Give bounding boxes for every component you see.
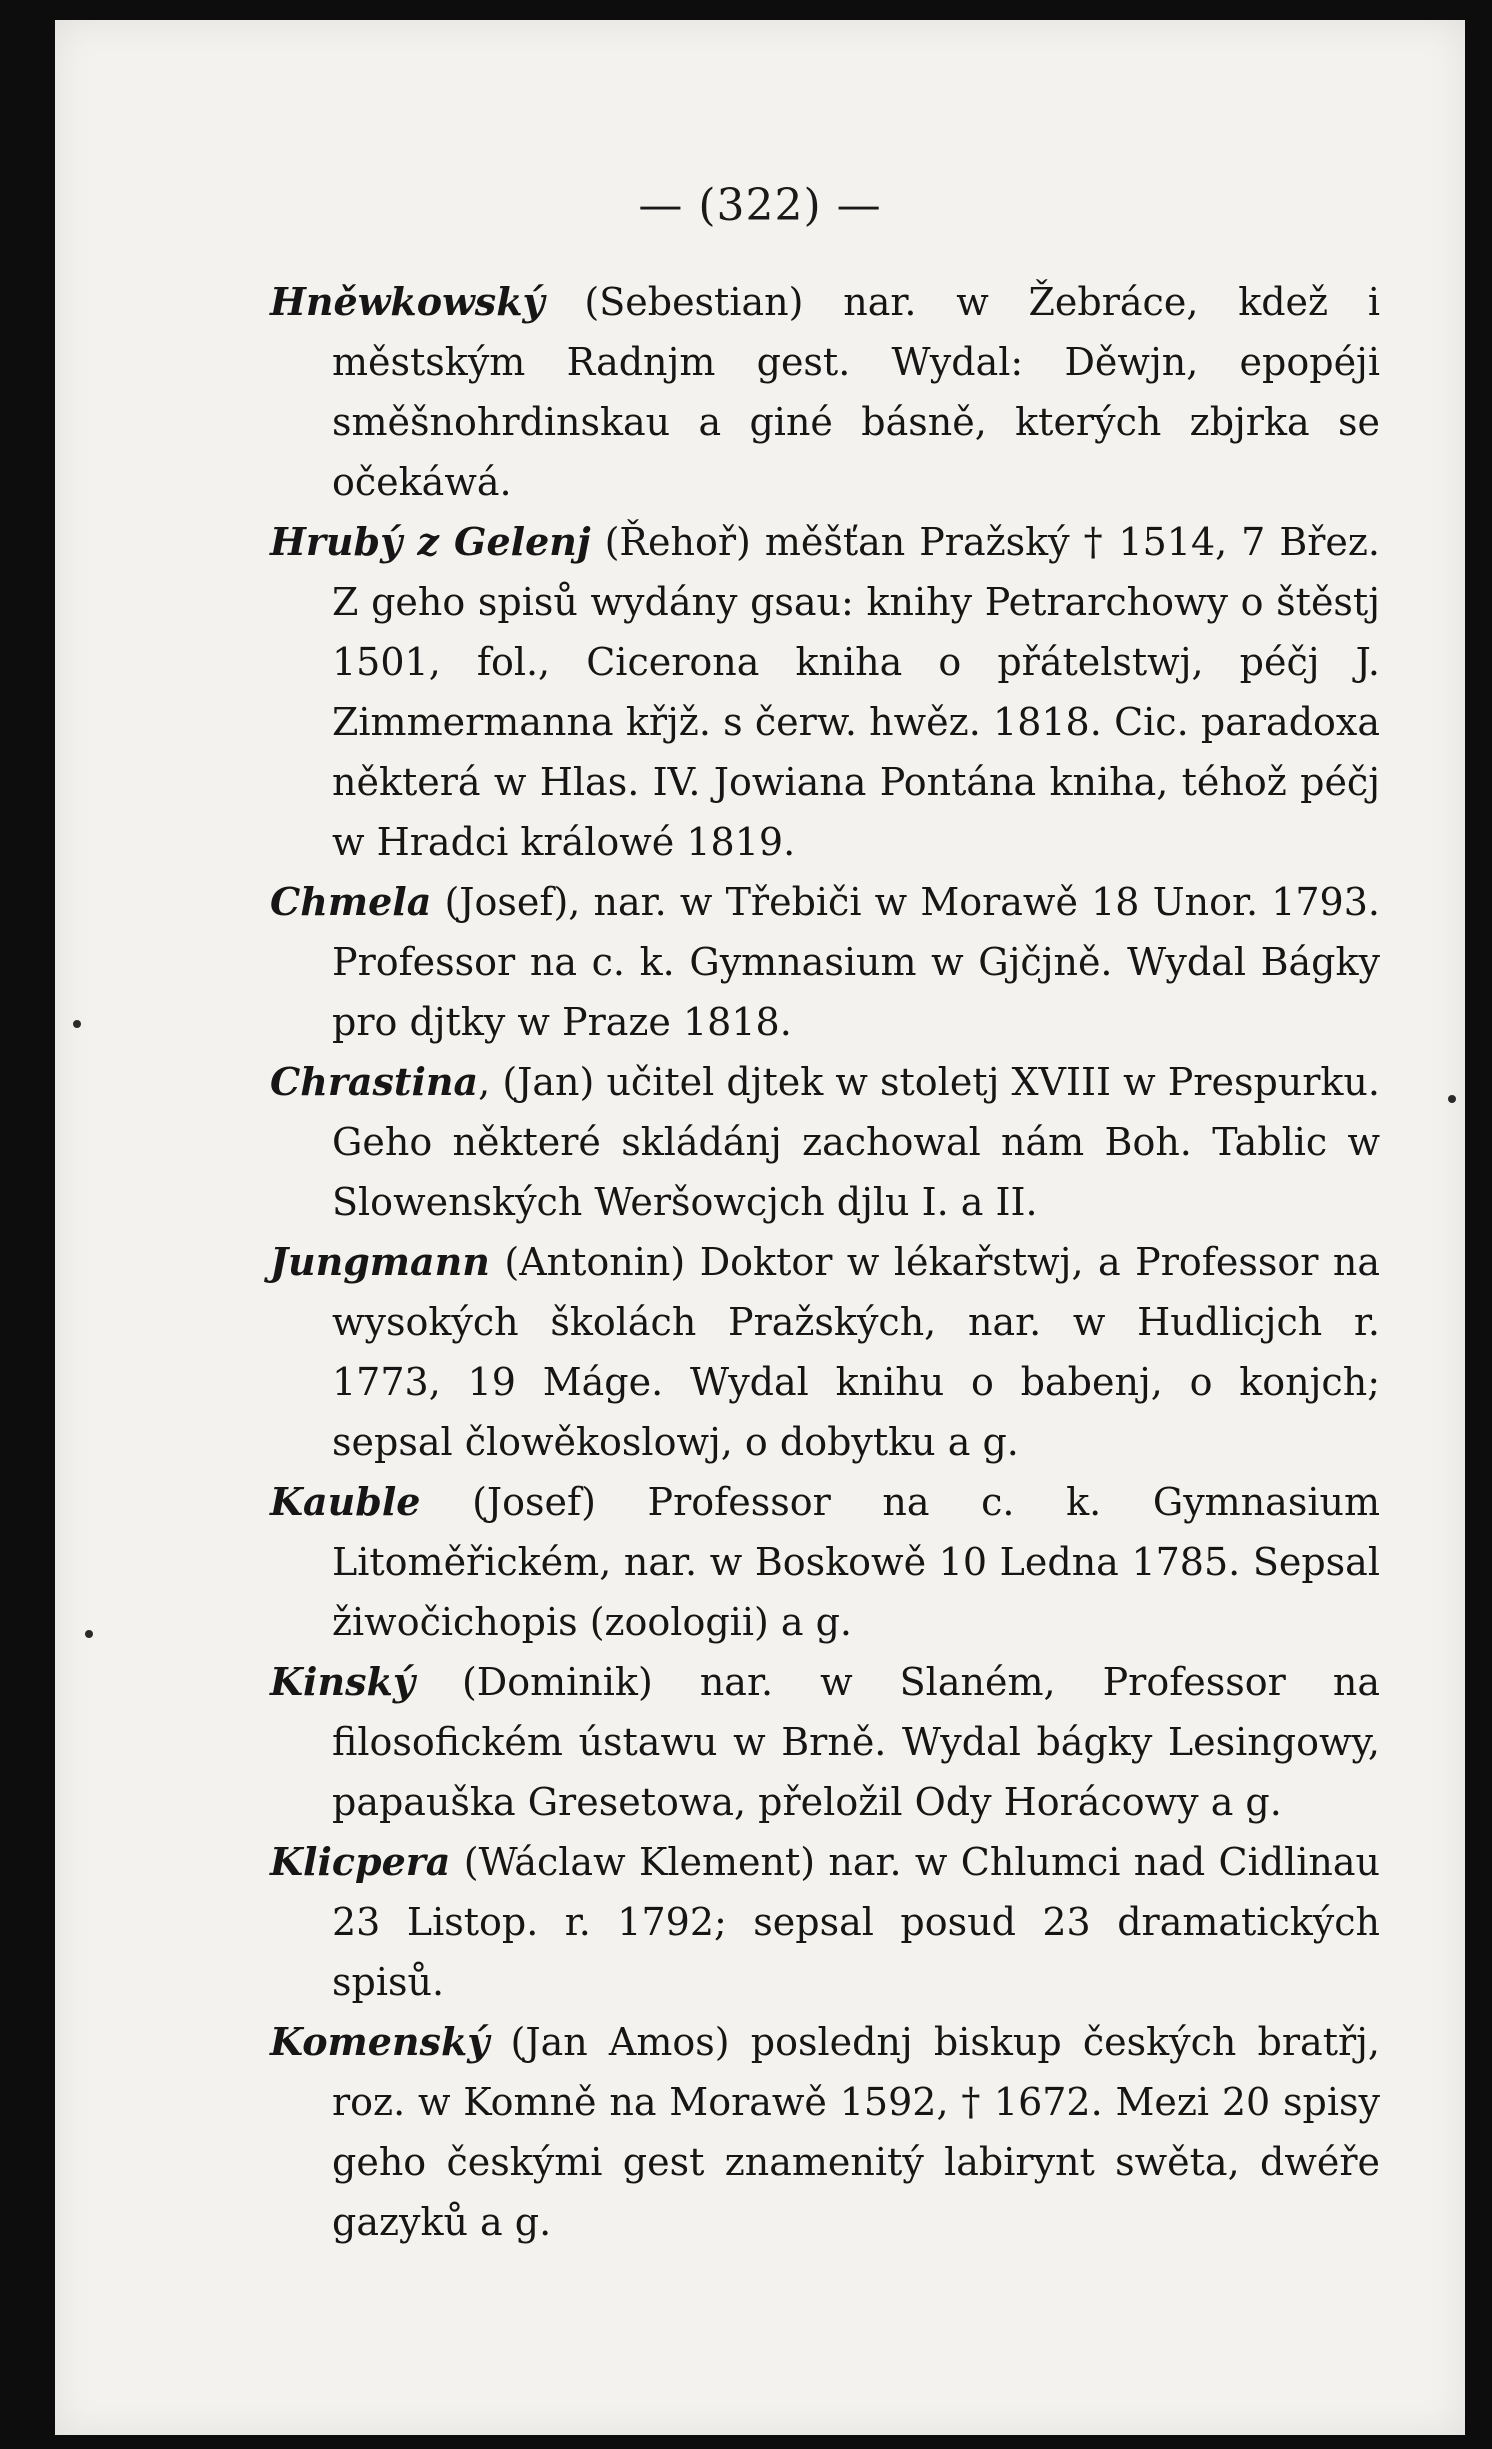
entry-kauble — [270, 1472, 1380, 1652]
entry-text: (Josef) Professor na c. k. Gymnasium Litoměřickém, nar. w Boskowě 10 Ledna 1785. Sepsal žiwočichopis (zoologii) a g. — [332, 1480, 1380, 1644]
entry-text: (Jan Amos) poslednj biskup českých bratřj, roz. w Komně na Morawě 1592, † 1672. Mezi 20 spisy geho českými gest znamenitý labirynt swěta, dwéře gazyků a g. — [332, 2020, 1380, 2244]
entry-chmela — [270, 872, 1380, 1052]
entry-hnewkowsky — [270, 272, 1380, 512]
book-page — [55, 20, 1465, 2435]
entry-headword: Hrubý z Gelenj — [270, 519, 591, 564]
entry-headword: Komenský — [270, 2019, 490, 2064]
entry-headword: Kauble — [270, 1479, 421, 1524]
entry-text: (Wáclaw Klement) nar. w Chlumci nad Cidlinau 23 Listop. r. 1792; sepsal posud 23 dramatických spisů. — [332, 1840, 1380, 2004]
entry-chrastina — [270, 1052, 1380, 1232]
entry-headword: Chmela — [270, 879, 432, 924]
entry-headword: Hněwkowský — [270, 279, 545, 324]
ink-speck — [73, 1020, 81, 1028]
entry-jungmann — [270, 1232, 1380, 1472]
entry-kinsky — [270, 1652, 1380, 1832]
ink-speck — [1448, 1095, 1456, 1103]
entry-hruby — [270, 512, 1380, 872]
entry-headword: Klicpera — [270, 1839, 451, 1884]
entry-headword: Jungmann — [270, 1239, 490, 1284]
entry-text: (Josef), nar. w Třebiči w Morawě 18 Unor. 1793. Professor na c. k. Gymnasium w Gjčjně. Wydal Bágky pro djtky w Praze 1818. — [332, 880, 1380, 1044]
entry-text: (Dominik) nar. w Slaném, Professor na filosofickém ústawu w Brně. Wydal bágky Lesingowy, papauška Gresetowa, přeložil Ody Horácowy a g. — [332, 1660, 1380, 1824]
entry-headword: Chrastina — [270, 1059, 479, 1104]
entry-text: (Sebestian) nar. w Žebráce, kdež i městským Radnjm gest. Wydal: Děwjn, epopéji směšnohrdinskau a giné básně, kterých zbjrka se očekáwá. — [332, 280, 1380, 504]
entry-text: (Řehoř) měšťan Pražský † 1514, 7 Břez. Z geho spisů wydány gsau: knihy Petrarchowy o štěstj 1501, fol., Cicerona kniha o přátelstwj, péčj J. Zimmermanna křjž. s čerw. hwěz. 1818. Cic. paradoxa některá w Hlas. IV. Jowiana Pontána kniha, téhož péčj w Hradci králowé 1819. — [332, 520, 1381, 864]
entry-komensky — [270, 2012, 1380, 2252]
ink-speck — [85, 1630, 93, 1638]
entry-headword: Kinský — [270, 1659, 415, 1704]
page-number: — (322) — — [638, 180, 882, 231]
entry-text: , (Jan) učitel djtek w stoletj XVIII w Prespurku. Geho některé skládánj zachowal nám Boh. Tablic w Slowenských Weršowcjch djlu I. a II. — [332, 1060, 1380, 1224]
dictionary-entries — [270, 272, 1380, 2252]
entry-klicpera — [270, 1832, 1380, 2012]
entry-text: (Antonin) Doktor w lékařstwj, a Professor na wysokých školách Pražských, nar. w Hudlicjch r. 1773, 19 Máge. Wydal knihu o babenj, o konjch; sepsal člowěkoslowj, o dobytku a g. — [332, 1240, 1380, 1464]
